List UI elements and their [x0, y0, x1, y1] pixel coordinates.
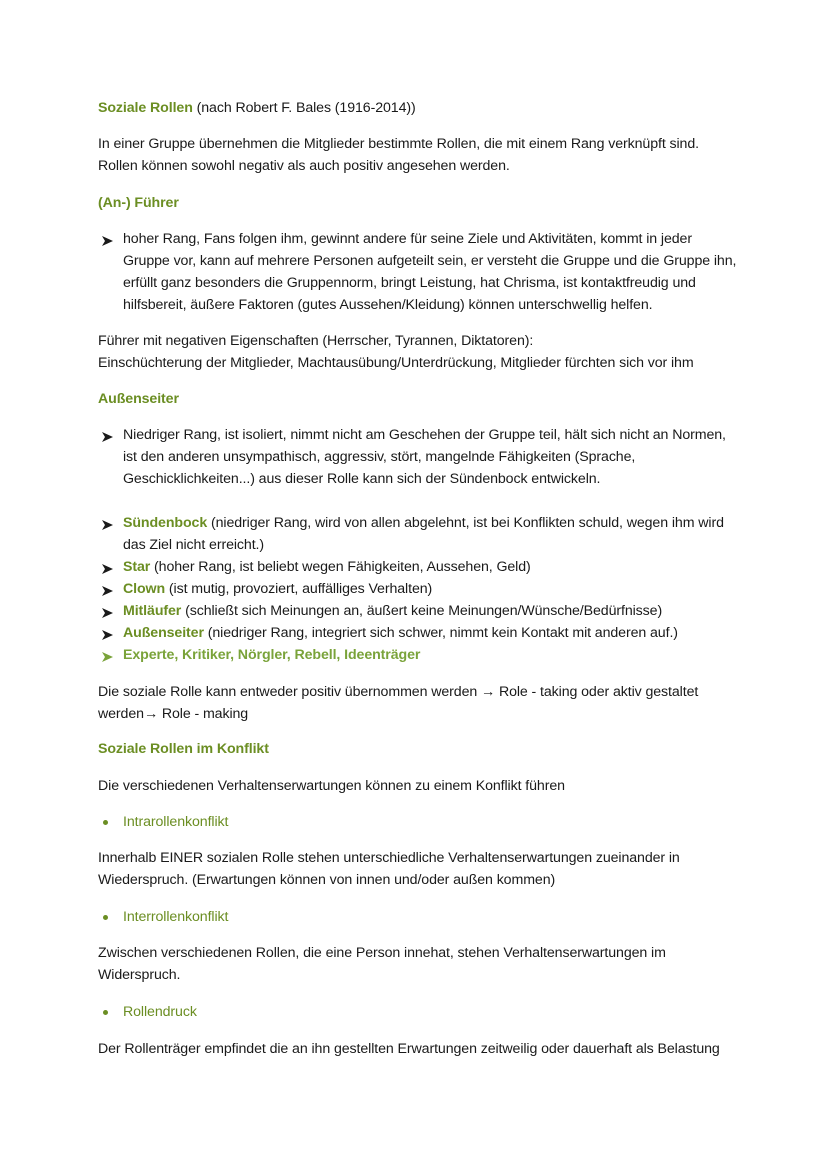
role-desc: (niedriger Rang, integriert sich schwer, nimmt kein Kontakt mit anderen auf.) — [203, 625, 678, 641]
arrowhead-bullet-icon — [101, 585, 115, 597]
konflikt-item-text: Widerspruch. — [98, 967, 181, 983]
role-term: Außenseiter — [123, 625, 204, 641]
aussenseiter-bullet-line: Niedriger Rang, ist isoliert, nimmt nicht am Geschehen der Gruppe teil, hält sich nicht an Normen, — [123, 427, 726, 443]
role-desc: (ist mutig, provoziert, auffälliges Verhalten) — [165, 581, 433, 597]
arrowhead-bullet-icon — [101, 235, 115, 247]
konflikt-item-text: Wiederspruch. (Erwartungen können von innen und/oder außen kommen) — [98, 872, 556, 888]
bullet-dot-icon — [103, 1010, 108, 1015]
role-taking-text: Die soziale Rolle kann entweder positiv übernommen werden — [98, 684, 478, 700]
arrowhead-bullet-icon — [101, 607, 115, 619]
konflikt-intro: Die verschiedenen Verhaltenserwartungen können zu einem Konflikt führen — [98, 778, 565, 794]
konflikt-item-text: Der Rollenträger empfindet die an ihn gestellten Erwartungen zeitweilig oder dauerhaft als Belastung — [98, 1041, 720, 1057]
role-desc: (niedriger Rang, wird von allen abgelehnt, ist bei Konflikten schuld, wegen ihm wird — [207, 515, 724, 531]
konflikt-item-label: Interrollenkonflikt — [123, 909, 229, 925]
role-desc: (schließt sich Meinungen an, äußert keine Meinungen/Wünsche/Bedürfnisse) — [181, 603, 663, 619]
role-making-text: werden — [98, 706, 144, 722]
role-item-extra: Experte, Kritiker, Nörgler, Rebell, Ideenträger — [123, 647, 421, 663]
role-item — [123, 515, 724, 531]
konflikt-item-label: Rollendruck — [123, 1004, 197, 1020]
aussenseiter-bullet-line: ist den anderen unsympathisch, aggressiv, stört, mangelnde Fähigkeiten (Sprache, — [123, 449, 636, 465]
right-arrow-icon: → — [481, 684, 496, 700]
arrowhead-bullet-icon-green — [101, 651, 115, 663]
page-title — [98, 100, 416, 116]
role-item — [123, 581, 432, 597]
role-term: Star — [123, 559, 151, 575]
role-item — [123, 603, 662, 619]
title-label: Soziale Rollen — [98, 100, 193, 116]
fuehrer-bullet-line: hoher Rang, Fans folgen ihm, gewinnt andere für seine Ziele und Aktivitäten, kommt in jeder — [123, 231, 692, 247]
bullet-dot-icon — [103, 915, 108, 920]
arrowhead-bullet-icon — [101, 519, 115, 531]
arrowhead-bullet-icon — [101, 431, 115, 443]
section-heading-aussenseiter: Außenseiter — [98, 391, 179, 407]
role-desc-continued: das Ziel nicht erreicht.) — [123, 537, 265, 553]
role-term: Mitläufer — [123, 603, 182, 619]
konflikt-item-text: Zwischen verschiedenen Rollen, die eine Person innehat, stehen Verhaltenserwartungen im — [98, 945, 666, 961]
fuehrer-bullet-line: erfüllt ganz besonders die Gruppennorm, bringt Leistung, hat Chrisma, ist kontaktfreudig und — [123, 275, 696, 291]
fuehrer-bullet-line: Gruppe vor, kann auf mehrere Personen aufgeteilt sein, er versteht die Gruppe und die Gruppe ihn, — [123, 253, 737, 269]
konflikt-item-text: Innerhalb EINER sozialen Rolle stehen unterschiedliche Verhaltenserwartungen zueinander in — [98, 850, 680, 866]
role-item — [123, 625, 678, 641]
role-item — [123, 559, 531, 575]
role-making-line — [98, 706, 248, 722]
section-heading-fuehrer: (An-) Führer — [98, 195, 179, 211]
role-desc: (hoher Rang, ist beliebt wegen Fähigkeiten, Aussehen, Geld) — [150, 559, 531, 575]
right-arrow-icon: → — [143, 706, 159, 722]
arrowhead-bullet-icon — [101, 563, 115, 575]
fuehrer-negative-line: Führer mit negativen Eigenschaften (Herrscher, Tyrannen, Diktatoren): — [98, 333, 534, 349]
intro-line: In einer Gruppe übernehmen die Mitglieder bestimmte Rollen, die mit einem Rang verknüpft sind. — [98, 136, 699, 152]
konflikt-item-label: Intrarollenkonflikt — [123, 814, 229, 830]
bullet-dot-icon — [103, 820, 108, 825]
fuehrer-bullet-line: hilfsbereit, äußere Faktoren (gutes Aussehen/Kleidung) können unterschwellig helfen. — [123, 297, 653, 313]
fuehrer-negative-line: Einschüchterung der Mitglieder, Machtausübung/Unterdrückung, Mitglieder fürchten sich vor ihm — [98, 355, 694, 371]
role-taking-line — [98, 684, 698, 700]
title-suffix: (nach Robert F. Bales (1916-2014)) — [192, 100, 416, 116]
role-term: Clown — [123, 581, 166, 597]
role-making-text-end: Role - making — [161, 706, 249, 722]
role-term: Sündenbock — [123, 515, 208, 531]
role-taking-text-end: Role - taking oder aktiv gestaltet — [498, 684, 699, 700]
aussenseiter-bullet-line: Geschicklichkeiten...) aus dieser Rolle kann sich der Sündenbock entwickeln. — [123, 471, 601, 487]
arrowhead-bullet-icon — [101, 629, 115, 641]
intro-line: Rollen können sowohl negativ als auch positiv angesehen werden. — [98, 158, 510, 174]
section-heading-konflikt: Soziale Rollen im Konflikt — [98, 741, 269, 757]
